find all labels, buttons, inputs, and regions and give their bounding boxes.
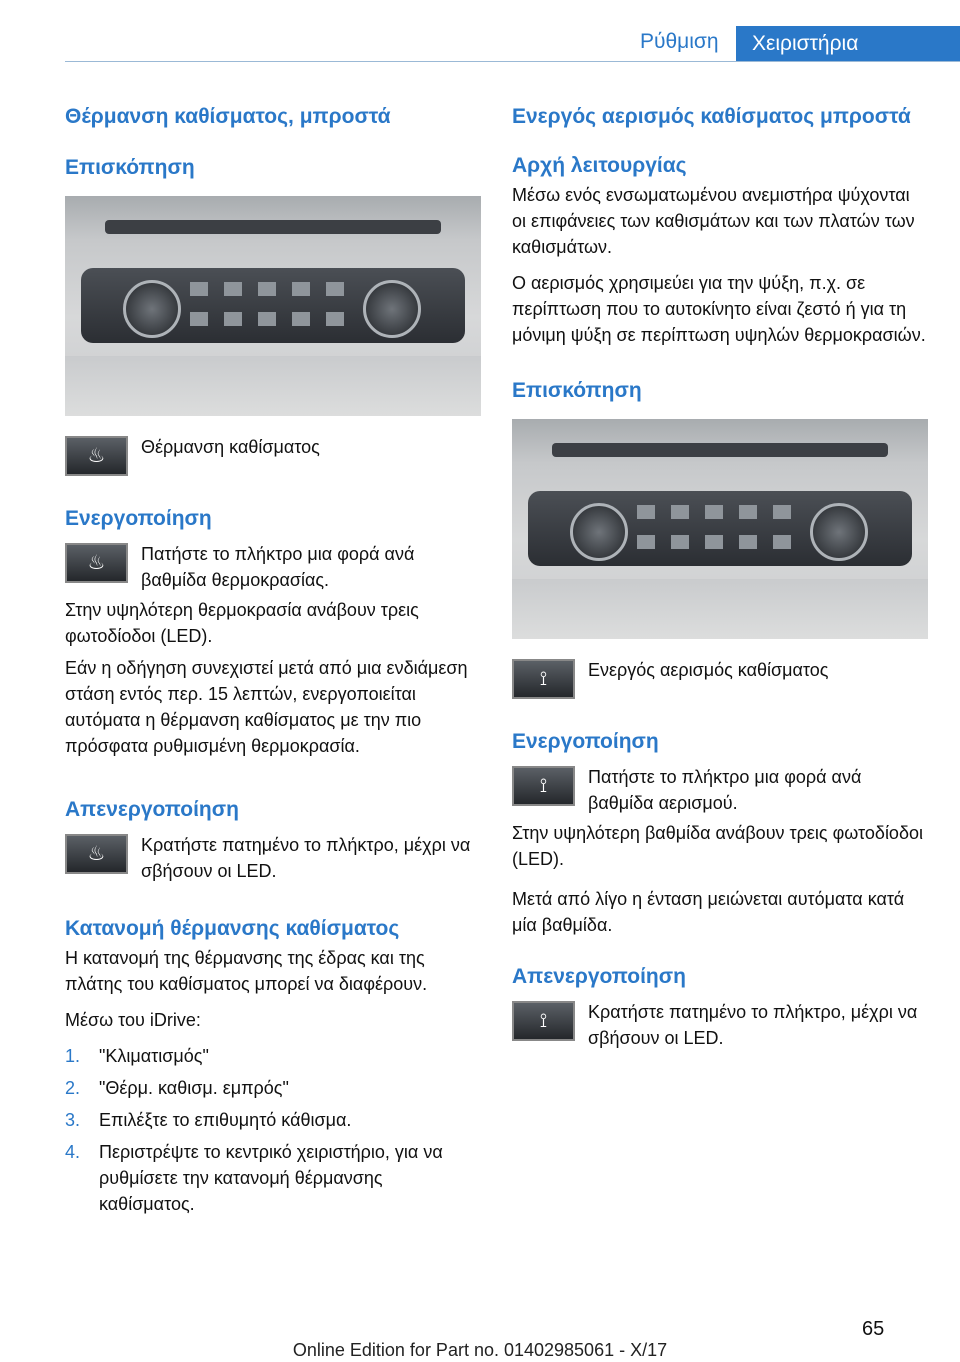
left-title: Θέρμανση καθίσματος, μπροστά (65, 105, 391, 128)
left-paragraph-1: Στην υψηλότερη θερμοκρασία ανάβουν τρεις φωτοδίοδοι (LED). (65, 600, 419, 646)
right-temp-knob (810, 503, 868, 561)
right-title: Ενεργός αερισμός καθίσματος μπροστά (512, 105, 911, 128)
idrive-steps (65, 1043, 481, 1217)
console-lower (65, 356, 481, 416)
right-overview-heading: Επισκόπηση (512, 379, 642, 402)
right-temp-knob (363, 280, 421, 338)
left-activation-heading: Ενεργοποίηση (65, 507, 212, 530)
seat-ventilation-label: Ενεργός αερισμός καθίσματος (588, 660, 829, 680)
seat-ventilation-icon: ⟟ (512, 1001, 575, 1041)
left-paragraph-2: Εάν η οδήγηση συνεχιστεί μετά από μια ενδιάμεση στάση εντός περ. 15 λεπτών, ενεργοποιείται αυτόματα η θέρμανση καθίσματος με την πιο πρόσφατα ρυθμισμένη θερμοκρασία. (65, 658, 468, 756)
left-deactivation-text: Κρατήστε πατημένο το πλήκτρο, μέχρι να σβήσουν οι LED. (141, 835, 471, 881)
page-number: 65 (862, 1318, 885, 1340)
left-paragraph-3: Η κατανομή της θέρμανσης της έδρας και της πλάτης του καθίσματος μπορεί να διαφέρουν. (65, 948, 428, 994)
step-number: 4. (65, 1142, 81, 1162)
seat-heating-icon: ♨ (65, 834, 128, 874)
left-activation-step (65, 543, 481, 593)
left-paragraph-4: Μέσω του iDrive: (65, 1010, 201, 1030)
button-row-top (637, 505, 798, 519)
step-text: "Θέρμ. καθισμ. εμπρός" (99, 1078, 289, 1098)
right-paragraph-2: Ο αερισμός χρησιμεύει για την ψύξη, π.χ. σε περίπτωση που το αυτοκίνητο είναι ζεστό ή για τη μόνιμη ψύξη σε περίπτωση υψηλών θερμοκρασιών. (512, 273, 926, 345)
right-paragraph-4: Μετά από λίγο η ένταση μειώνεται αυτόματα κατά μία βαθμίδα. (512, 889, 905, 935)
button-row-bottom (190, 312, 351, 326)
seat-heating-icon: ♨ (65, 436, 128, 476)
seat-heating-label: Θέρμανση καθίσματος (141, 437, 320, 457)
step-text: "Κλιματισμός" (99, 1046, 209, 1066)
left-deactivation-heading: Απενεργοποίηση (65, 798, 239, 821)
step-text: Περιστρέψτε το κεντρικό χειριστήριο, για να ρυθμίσετε την κατανομή θέρμανσης καθίσματος. (99, 1142, 443, 1214)
header-section-tab[interactable]: Ρύθμιση (640, 30, 719, 53)
button-row-top (190, 282, 351, 296)
left-temp-knob (123, 280, 181, 338)
vent-strip (552, 443, 888, 457)
step-number: 3. (65, 1110, 81, 1130)
principle-heading: Αρχή λειτουργίας (512, 154, 687, 177)
step-text: Επιλέξτε το επιθυμητό κάθισμα. (99, 1110, 352, 1130)
step-number: 1. (65, 1046, 81, 1066)
seat-ventilation-icon: ⟟ (512, 659, 575, 699)
right-paragraph-3: Στην υψηλότερη βαθμίδα ανάβουν τρεις φωτοδίοδοι (LED). (512, 823, 923, 869)
left-overview-heading: Επισκόπηση (65, 156, 195, 179)
right-deactivation-heading: Απενεργοποίηση (512, 965, 686, 988)
right-activation-step (512, 766, 928, 816)
climate-panel-photo-right (512, 419, 928, 639)
list-item (65, 1043, 481, 1069)
seat-heating-legend (65, 436, 481, 476)
seat-heating-icon: ♨ (65, 543, 128, 583)
vent-strip (105, 220, 441, 234)
right-column (512, 102, 928, 1051)
right-activation-text: Πατήστε το πλήκτρο μια φορά ανά βαθμίδα αερισμού. (588, 767, 862, 813)
right-paragraph-1: Μέσω ενός ενσωματωμένου ανεμιστήρα ψύχονται οι επιφάνειες των καθισμάτων και των πλατών των καθισμάτων. (512, 185, 915, 257)
right-deactivation-text: Κρατήστε πατημένο το πλήκτρο, μέχρι να σβήσουν οι LED. (588, 1002, 918, 1048)
button-row-bottom (637, 535, 798, 549)
left-activation-text: Πατήστε το πλήκτρο μια φορά ανά βαθμίδα θερμοκρασίας. (141, 544, 415, 590)
right-activation-heading: Ενεργοποίηση (512, 730, 659, 753)
right-deactivation-step (512, 1001, 928, 1051)
step-number: 2. (65, 1078, 81, 1098)
header-chapter-tab[interactable]: Χειριστήρια (736, 26, 960, 62)
console-lower (512, 579, 928, 639)
header-rule (65, 61, 960, 62)
list-item (65, 1107, 481, 1133)
list-item (65, 1075, 481, 1101)
footer-edition: Online Edition for Part no. 01402985061 - X/17 (292, 1340, 668, 1360)
left-deactivation-step (65, 834, 481, 884)
seat-ventilation-icon: ⟟ (512, 766, 575, 806)
list-item (65, 1139, 481, 1217)
distribution-heading: Κατανομή θέρμανσης καθίσματος (65, 917, 400, 940)
left-column (65, 102, 481, 1217)
left-temp-knob (570, 503, 628, 561)
climate-panel-photo-left (65, 196, 481, 416)
seat-ventilation-legend (512, 659, 928, 699)
